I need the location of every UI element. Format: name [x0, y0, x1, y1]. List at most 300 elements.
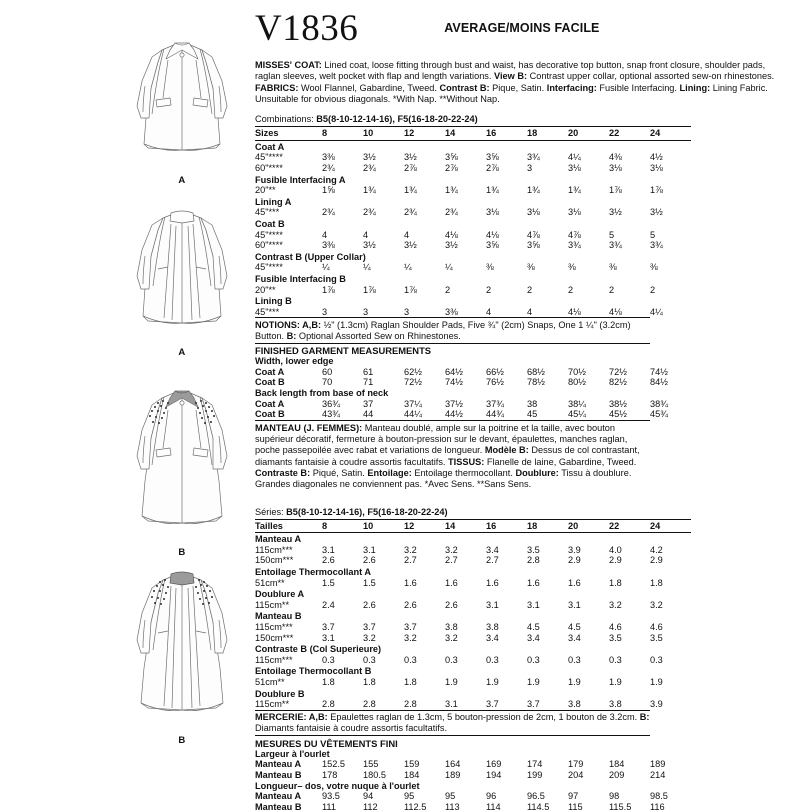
illustration-view-b-front: [118, 376, 246, 558]
yardage-cell: 3.4: [486, 632, 499, 643]
description-english: [255, 60, 788, 105]
desc-fr-body1: Manteau doublé, ample sur la poitrine et la taille, avec bouton supérieur décoratif, fermeture à bouton-pression sur le devant, épaulettes, manches raglan, poche passepoilée avec rabat et variations de longueur.: [255, 422, 628, 456]
yardage-cell: 3⅝: [445, 152, 458, 163]
yardage-cell: 0.3: [363, 654, 376, 665]
row-label: 45"****: [255, 152, 283, 163]
row-label: 45"****: [255, 229, 283, 240]
yardage-cell: 1⅞: [322, 284, 335, 295]
yardage-cell: 2⅞: [404, 162, 417, 173]
yardage-cell: 4¼: [568, 152, 581, 163]
fgm-cell: 98.5: [650, 791, 668, 802]
fgm-cell: 38½: [609, 398, 627, 409]
size-header-cell: 18: [527, 519, 568, 533]
fgm-row-label: Manteau B: [255, 801, 302, 812]
row-label: 115cm**: [255, 599, 290, 610]
table-group-row: [255, 588, 691, 600]
table-row: [255, 555, 691, 566]
yardage-cell: 2⅞: [486, 162, 499, 173]
yardage-cell: 2: [609, 284, 615, 295]
yardage-cell: 2⅞: [445, 162, 458, 173]
row-label: 150cm***: [255, 555, 294, 566]
fgm-cell: 68½: [527, 366, 545, 377]
combinations-french: [255, 507, 788, 518]
yardage-cell: 0.3: [568, 654, 581, 665]
description-french: [255, 420, 650, 491]
fgm-cell: 179: [568, 759, 584, 770]
combinations-english: [255, 114, 788, 125]
yardage-cell: 1.8: [609, 577, 622, 588]
yardage-cell: 4.6: [609, 621, 622, 632]
fgm-cell: 37: [363, 398, 374, 409]
size-header-cell: 12: [404, 127, 445, 141]
fgm-row: [255, 399, 691, 410]
yardage-cell: 3⅝: [486, 152, 499, 163]
yardage-cell: 3½: [363, 240, 376, 251]
fgm-row-label: Coat B: [255, 409, 285, 420]
yardage-cell: 1.6: [486, 577, 499, 588]
yardage-cell: 2.9: [568, 555, 581, 566]
fgm-row: [255, 770, 691, 781]
finished-measurements-table-french: [255, 749, 691, 812]
yardage-en-body: [255, 127, 691, 318]
yardage-cell: 0.3: [609, 654, 622, 665]
yardage-cell: 3.5: [650, 632, 663, 643]
text-column: [255, 0, 800, 812]
yardage-cell: 1.9: [486, 676, 499, 687]
fgm-cell: 114: [486, 801, 501, 812]
coat-b-back-drawing: [118, 560, 246, 736]
row-label: 45"****: [255, 262, 283, 273]
table-row: [255, 600, 691, 611]
fgm-cell: 38¼: [568, 398, 586, 409]
fgm-cell: 43¾: [322, 409, 340, 420]
fgm-cell: 94: [363, 791, 374, 802]
illustration-label: A: [178, 175, 186, 186]
fgm-cell: 159: [404, 759, 420, 770]
desc-fr-entoilage-label: Entoilage:: [367, 468, 412, 479]
illustration-view-a-back: [118, 196, 246, 358]
serie-b5: B5(8-10-12-14-16),: [286, 506, 368, 517]
yardage-cell: 4: [404, 229, 410, 240]
desc-en-body2: Contrast upper collar, optional assorted sew-on rhinestones.: [527, 71, 775, 82]
yardage-cell: 2.6: [322, 555, 335, 566]
yardage-cell: 3.4: [527, 632, 540, 643]
fgm-row: [255, 802, 691, 812]
yardage-cell: ¼: [445, 262, 453, 273]
table-row: [255, 230, 691, 241]
desc-fr-tissus-label: TISSUS:: [448, 456, 485, 467]
notions-fr-text1: Epaulettes raglan de 1.3cm, 5 bouton-pression de 2cm, 1 bouton de 3.2cm.: [327, 712, 640, 723]
row-label: 51cm**: [255, 676, 285, 687]
group-label: Contrast B (Upper Collar): [255, 251, 366, 262]
yardage-cell: 3.9: [650, 699, 663, 710]
fgm-group-row: [255, 781, 691, 792]
fgm-cell: 178: [322, 769, 338, 780]
size-header-cell: 16: [486, 519, 527, 533]
table-group-row: [255, 688, 691, 700]
table-group-row: [255, 218, 691, 230]
fgm-cell: 36¾: [322, 398, 340, 409]
series-prefix: Séries:: [255, 506, 287, 517]
finished-measurements-table-english: [255, 356, 691, 420]
table-group-row: [255, 665, 691, 677]
yardage-cell: 3.2: [609, 599, 622, 610]
illustration-label: B: [178, 547, 186, 558]
fgm-cell: 37½: [445, 398, 463, 409]
size-header-cell: 22: [609, 519, 650, 533]
fgm-cell: 184: [404, 769, 420, 780]
yardage-cell: 4.2: [650, 544, 663, 555]
fgm-cell: 60: [322, 366, 333, 377]
yardage-cell: 2: [527, 284, 533, 295]
yardage-cell: ¼: [404, 262, 412, 273]
fgm-cell: 209: [609, 769, 625, 780]
table-row: [255, 677, 691, 688]
fgm-cell: 115: [568, 801, 583, 812]
yardage-cell: 2: [568, 284, 574, 295]
fgm-cell: 98: [609, 791, 620, 802]
fgm-title-english: FINISHED GARMENT MEASUREMENTS: [255, 343, 650, 357]
spacer: [255, 491, 788, 498]
yardage-cell: 3: [527, 162, 533, 173]
desc-fr-doublure-label: Doublure:: [515, 468, 559, 479]
yardage-cell: 1¾: [404, 185, 417, 196]
yardage-cell: 3.9: [568, 544, 581, 555]
table-group-row: [255, 273, 691, 285]
fgm-cell: 169: [486, 759, 502, 770]
yardage-cell: 3.8: [445, 621, 458, 632]
group-label: Lining B: [255, 296, 292, 307]
fgm-cell: 164: [445, 759, 461, 770]
fgm-title-french: MESURES DU VÊTEMENTS FINI: [255, 735, 650, 749]
combination-f5: F5(16-18-20-22-24): [397, 114, 478, 125]
fgm-cell: 45½: [609, 409, 627, 420]
yardage-cell: 3½: [609, 207, 622, 218]
size-header-cell: 10: [363, 127, 404, 141]
row-label: 20"**: [255, 284, 276, 295]
yardage-cell: 3.1: [322, 632, 335, 643]
fgm-cell: 184: [609, 759, 625, 770]
yardage-cell: 3⅜: [445, 306, 458, 317]
size-header-cell: 14: [445, 127, 486, 141]
yardage-cell: 3: [322, 306, 328, 317]
yardage-cell: 3.8: [609, 699, 622, 710]
fgm-cell: 111: [322, 801, 336, 812]
fgm-cell: 37¾: [486, 398, 504, 409]
yardage-cell: 3.8: [486, 621, 499, 632]
yardage-cell: 4.5: [527, 621, 540, 632]
yardage-cell: 1.9: [609, 676, 622, 687]
size-header-cell: 16: [486, 127, 527, 141]
yardage-cell: 3.4: [568, 632, 581, 643]
fgm-group-label: Back length from base of neck: [255, 388, 389, 399]
fgm-cell: 199: [527, 769, 543, 780]
fgm-row-label: Manteau A: [255, 791, 302, 802]
row-label: 115cm***: [255, 544, 293, 555]
yardage-cell: 3.1: [322, 544, 335, 555]
yardage-cell: 3.7: [363, 621, 376, 632]
yardage-cell: 4: [486, 306, 492, 317]
desc-fr-body2: Dessus de col contrastant, diamants fantaisie à coudre assortis facultatifs.: [255, 445, 640, 467]
table-header-row: [255, 519, 691, 533]
yardage-cell: 3½: [404, 240, 417, 251]
yardage-cell: 3.2: [445, 632, 458, 643]
table-group-row: [255, 251, 691, 263]
yardage-cell: 4⅛: [609, 306, 622, 317]
notions-french: [255, 710, 650, 735]
fgm-group-label: Largeur à l'ourlet: [255, 748, 330, 759]
yardage-cell: 3.7: [527, 699, 540, 710]
fgm-row-label: Coat B: [255, 377, 285, 388]
fgm-cell: 97: [568, 791, 579, 802]
size-header-cell: 8: [322, 519, 363, 533]
yardage-cell: 1¾: [445, 185, 458, 196]
table-row: [255, 633, 691, 644]
fgm-cell: 214: [650, 769, 666, 780]
yardage-cell: 3½: [650, 207, 663, 218]
fgm-row: [255, 367, 691, 378]
yardage-cell: 4⅞: [568, 229, 581, 240]
illustration-view-a-front: [118, 26, 246, 186]
notions-fr-b: B:: [639, 712, 650, 723]
table-row: [255, 152, 691, 163]
group-label: Manteau B: [255, 611, 302, 622]
row-label: 51cm**: [255, 577, 285, 588]
fgm-row-label: Coat A: [255, 398, 285, 409]
table-row: [255, 207, 691, 218]
fgm-cell: 95: [445, 791, 456, 802]
desc-fr-body3: Flanelle de laine, Gabardine, Tweed.: [484, 456, 637, 467]
fgm-group-label: Longueur– dos, votre nuque à l'ourlet: [255, 780, 420, 791]
desc-en-fabrics-label: FABRICS:: [255, 82, 299, 93]
fgm-cell: 38: [527, 398, 538, 409]
coat-b-front-drawing: [118, 376, 246, 548]
notions-en-label: NOTIONS:: [255, 319, 300, 330]
yardage-cell: 3⅛: [609, 162, 622, 173]
yardage-cell: 3⅛: [650, 162, 663, 173]
yardage-cell: 2¾: [322, 207, 335, 218]
yardage-cell: 0.3: [445, 654, 458, 665]
yardage-cell: 2.7: [404, 555, 417, 566]
size-header-cell: 12: [404, 519, 445, 533]
fgm-cell: 45: [527, 409, 538, 420]
fgm-group-label: Width, lower edge: [255, 356, 334, 367]
yardage-cell: 1⅞: [650, 185, 663, 196]
size-header-cell: 10: [363, 519, 404, 533]
notions-fr-label: MERCERIE:: [255, 712, 307, 723]
yardage-cell: 3¾: [568, 240, 581, 251]
fgm-cell: 61: [363, 366, 374, 377]
notions-en-text1: ½" (1.3cm) Raglan Shoulder Pads, Five ¾" (2cm) Snaps, One 1 ¼" (3.2cm) Button.: [255, 319, 631, 341]
yardage-cell: 3.5: [527, 544, 540, 555]
yardage-table-english: [255, 126, 691, 317]
combinations-prefix: Combinations:: [255, 114, 317, 125]
yardage-cell: 1.9: [445, 676, 458, 687]
group-label: Coat B: [255, 218, 285, 229]
table-row: [255, 307, 691, 318]
fgm-cell: 70½: [568, 366, 586, 377]
yardage-cell: 4⅛: [486, 229, 499, 240]
desc-en-lead: MISSES' COAT:: [255, 60, 322, 70]
yardage-cell: 4: [363, 229, 369, 240]
fgm-cell: 37¼: [404, 398, 422, 409]
row-label: 115cm***: [255, 654, 293, 665]
yardage-cell: 2¾: [445, 207, 458, 218]
table-group-row: [255, 196, 691, 208]
group-label: Doublure A: [255, 589, 305, 600]
size-header-cell: 20: [568, 519, 609, 533]
fgm-cell: 96: [486, 791, 497, 802]
desc-en-body6: Lining Fabric. Unsuitable for obvious diagonals. *With Nap. **Without Nap.: [255, 82, 768, 104]
fgm-cell: 93.5: [322, 791, 340, 802]
fgm-cell: 74½: [445, 377, 463, 388]
fgm-en-body: [255, 356, 691, 420]
yardage-cell: 1.9: [568, 676, 581, 687]
fgm-cell: 44½: [445, 409, 463, 420]
notions-fr-text2: Diamants fantaisie à coudre assortis facultatifs.: [255, 723, 448, 734]
fgm-cell: 78½: [527, 377, 545, 388]
yardage-cell: 5: [650, 229, 656, 240]
fgm-row: [255, 377, 691, 388]
yardage-cell: 4: [322, 229, 328, 240]
yardage-cell: 3⅝: [486, 240, 499, 251]
table-row: [255, 163, 691, 174]
table-row: [255, 545, 691, 556]
yardage-cell: 3.7: [486, 699, 499, 710]
yardage-cell: 0.3: [322, 654, 335, 665]
yardage-table-french: [255, 519, 691, 710]
yardage-cell: 1.6: [445, 577, 458, 588]
yardage-cell: 1.5: [322, 577, 335, 588]
fgm-cell: 44: [363, 409, 374, 420]
yardage-cell: 1.9: [650, 676, 663, 687]
size-header-cell: 18: [527, 127, 568, 141]
row-label: 60"****: [255, 240, 283, 251]
desc-en-lining-label: Lining:: [679, 82, 711, 93]
yardage-cell: 3½: [363, 152, 376, 163]
yardage-cell: ⅜: [568, 262, 576, 273]
yardage-cell: 4½: [650, 152, 663, 163]
yardage-cell: 4⅞: [527, 229, 540, 240]
yardage-cell: 3.7: [322, 621, 335, 632]
yardage-cell: 1.6: [568, 577, 581, 588]
yardage-cell: 3.1: [486, 599, 499, 610]
yardage-cell: 3.2: [445, 544, 458, 555]
table-group-row: [255, 295, 691, 307]
yardage-cell: 2.9: [609, 555, 622, 566]
header: [255, 8, 788, 47]
yardage-cell: 1¾: [568, 185, 581, 196]
group-label: Coat A: [255, 141, 285, 152]
table-row: [255, 622, 691, 633]
notions-en-b: B:: [286, 330, 297, 341]
yardage-cell: 3⅜: [322, 152, 335, 163]
table-row: [255, 655, 691, 666]
yardage-cell: 1⅝: [322, 185, 335, 196]
fgm-row: [255, 409, 691, 420]
yardage-cell: 2: [486, 284, 492, 295]
table-row: [255, 578, 691, 589]
yardage-cell: 2.8: [527, 555, 540, 566]
yardage-cell: 1¾: [486, 185, 499, 196]
yardage-cell: 3.2: [363, 632, 376, 643]
notions-en-ab: A,B:: [299, 319, 322, 330]
illustration-column: [0, 0, 255, 800]
fgm-cell: 95: [404, 791, 415, 802]
yardage-cell: 2.6: [404, 599, 417, 610]
desc-fr-body4: Piqué, Satin.: [310, 468, 368, 479]
yardage-cell: 3¾: [609, 240, 622, 251]
serie-f5: F5(16-18-20-22-24): [367, 506, 448, 517]
group-label: Entoilage Thermocollant A: [255, 567, 372, 577]
fgm-cell: 189: [650, 759, 666, 770]
table-group-row: [255, 566, 691, 578]
fgm-cell: 72½: [609, 366, 627, 377]
yardage-cell: 5: [609, 229, 615, 240]
table-header-row: [255, 127, 691, 141]
yardage-cell: 3⅝: [527, 240, 540, 251]
row-label: 45"***: [255, 207, 280, 218]
desc-fr-body6: Tissu à doublure. Grandes diagonales ne conviennent pas. *Avec Sens. **Sans Sens.: [255, 468, 632, 490]
yardage-cell: 3.8: [568, 699, 581, 710]
yardage-cell: 2.6: [363, 555, 376, 566]
fgm-cell: 72½: [404, 377, 422, 388]
fgm-cell: 115.5: [609, 801, 632, 812]
yardage-cell: 1.8: [363, 676, 376, 687]
yardage-cell: 2.9: [650, 555, 663, 566]
fgm-cell: 70: [322, 377, 333, 388]
yardage-cell: 3¾: [527, 152, 540, 163]
yardage-cell: 3.1: [363, 544, 376, 555]
size-header-label: Tailles: [255, 519, 322, 533]
difficulty-level: AVERAGE/MOINS FACILE: [444, 21, 600, 35]
table-row: [255, 240, 691, 251]
group-label: Entoilage Thermocollant B: [255, 666, 372, 677]
yardage-cell: 2¾: [404, 207, 417, 218]
notions-fr-ab: A,B:: [306, 712, 328, 723]
yardage-cell: 3.7: [404, 621, 417, 632]
yardage-cell: 3⅛: [568, 162, 581, 173]
yardage-cell: 2.4: [322, 599, 335, 610]
yardage-cell: 3⅛: [527, 207, 540, 218]
yardage-cell: 1.5: [363, 577, 376, 588]
row-label: 115cm***: [255, 621, 293, 632]
group-label: Fusible Interfacing A: [255, 174, 346, 185]
yardage-cell: 2.8: [363, 699, 376, 710]
yardage-cell: 3.1: [568, 599, 581, 610]
yardage-cell: 2¾: [363, 207, 376, 218]
fgm-row-label: Manteau B: [255, 769, 302, 780]
size-header-cell: 8: [322, 127, 363, 141]
yardage-cell: 2.7: [445, 555, 458, 566]
fgm-cell: 44¾: [486, 409, 504, 420]
yardage-cell: 3⅜: [322, 240, 335, 251]
size-header-cell: 24: [650, 519, 691, 533]
yardage-cell: 3½: [404, 152, 417, 163]
group-label: Contraste B (Col Superieure): [255, 644, 382, 655]
notions-english: [255, 317, 650, 342]
yardage-cell: 3½: [445, 240, 458, 251]
desc-fr-lead: MANTEAU (J. FEMMES):: [255, 422, 363, 433]
yardage-cell: 1.8: [650, 577, 663, 588]
coat-a-front-drawing: [118, 26, 246, 176]
yardage-cell: 3.1: [445, 699, 458, 710]
fgm-cell: 174: [527, 759, 543, 770]
fgm-cell: 112: [363, 801, 378, 812]
desc-en-body1: Lined coat, loose fitting through bust and waist, has decorative top button, snap front closure, shoulder pads, raglan sleeves, welt pocket with flap and length variations.: [255, 60, 766, 82]
desc-en-body4: Pique, Satin.: [489, 82, 547, 93]
desc-fr-body5: Entoilage thermocollant.: [411, 468, 516, 479]
